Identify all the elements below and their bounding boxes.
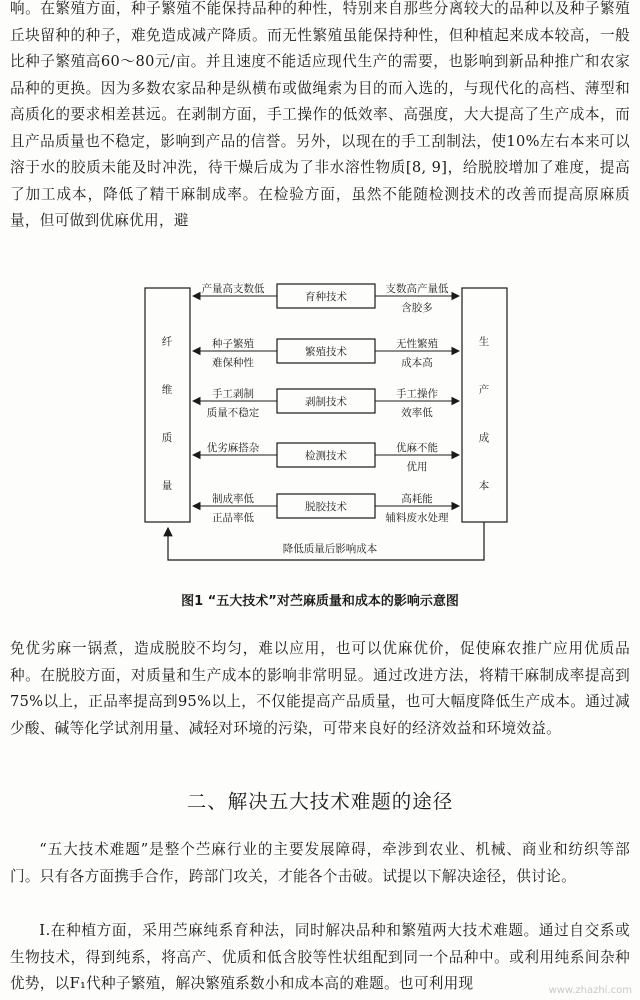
- fiber-quality-char: 纤: [161, 336, 173, 348]
- flow-diagram: [0, 260, 640, 580]
- fiber-quality-char: 质: [161, 432, 173, 444]
- arrow-label: 种子繁殖: [212, 338, 254, 350]
- fiber-quality-char: 维: [161, 384, 173, 396]
- arrow-label: 产量高支数低: [201, 283, 265, 295]
- arrow-label: 效率低: [401, 407, 433, 419]
- figure-caption: 图1 “五大技术”对苎麻质量和成本的影响示意图: [181, 594, 459, 609]
- arrow-label: 手工操作: [396, 388, 438, 400]
- section-heading: 二、解决五大技术难题的途径: [186, 790, 454, 813]
- fiber-quality-char: 量: [161, 480, 173, 492]
- tech-label: 剥制技术: [305, 396, 347, 408]
- arrow-label: 无性繁殖: [396, 338, 438, 350]
- arrow-label: 成本高: [401, 357, 433, 369]
- arrow-label: 正品率低: [212, 512, 254, 524]
- production-cost-char: 成: [478, 432, 490, 444]
- watermark: www.zhazhi.com: [548, 985, 632, 996]
- production-cost-char: 生: [478, 336, 490, 348]
- arrow-label: 手工剥制: [212, 388, 254, 400]
- arrow-label: 优劣麻搭杂: [206, 442, 260, 454]
- tech-label: 育种技术: [305, 291, 347, 303]
- production-cost-char: 本: [478, 480, 490, 492]
- body-paragraph-4: Ⅰ.在种植方面，采用苎麻纯系育种法，同时解决品种和繁殖两大技术难题。通过自交系或生物技术，得到纯系，将高产、优质和低含胶等性状组配到同一个品种中。或利用纯系间杂种优势，以F₁代种子繁殖，解决繁殖系数小和成本高的难题。也可利用现: [10, 922, 630, 992]
- body-paragraph-2: 免优劣麻一锅煮，造成脱胶不均匀，难以应用，也可以优麻优价，促使麻农推广应用优质品种。在脱胶方面，对质量和生产成本的影响非常明显。通过改进方法，将精干麻制成率提高到75%以上，正品率提高到95%以上，不仅能提高产品质量，也可大幅度降低生产成本。通过减少酸、碱等化学试剂用量、减轻对环境的污染，可带来良好的经济效益和环境效益。: [10, 640, 630, 737]
- feedback-label: 降低质量后影响成本: [282, 543, 378, 555]
- arrow-label: 制成率低: [212, 493, 254, 505]
- body-paragraph-3: “五大技术难题”是整个苎麻行业的主要发展障碍，牵涉到农业、机械、商业和纺织等部门。只有各方面携手合作，跨部门攻关，才能各个击破。试提以下解决途径，供讨论。: [10, 841, 630, 885]
- tech-label: 繁殖技术: [305, 346, 347, 358]
- production-cost-char: 产: [478, 384, 490, 396]
- arrow-label: 支数高产量低: [385, 283, 449, 295]
- arrow-label: 含胶多: [401, 302, 433, 314]
- tech-label: 脱胶技术: [305, 501, 347, 513]
- arrow-label: 质量不稳定: [206, 407, 260, 419]
- arrow-label: 难保种性: [212, 357, 254, 369]
- tech-label: 检测技术: [305, 450, 347, 462]
- arrow-label: 优麻不能: [396, 442, 438, 454]
- arrow-label: 优用: [406, 461, 428, 473]
- body-paragraph-1: 响。在繁殖方面，种子繁殖不能保持品种的种性，特别来自那些分离较大的品种以及种子繁殖丘块留种的种子，难免造成减产降质。而无性繁殖虽能保持种性，但种植起来成本较高，一般比种子繁殖高60～80元/亩。并且速度不能适应现代生产的需要，也影响到新品种推广和农家品种的更换。因为多数农家品种是纵横布或做绳索为目的而入选的，与现代化的高档、薄型和高质化的要求相差甚远。在剥制方面，手工操作的低效率、高强度，大大提高了生产成本，而且产品质量也不稳定，影响到产品的信誉。另外，以现在的手工刮制法，使10%左右本来可以溶于水的胶质未能及时冲洗，待干燥后成为了非水溶性物质[8, 9]，给脱胶增加了难度，提高了加工成本，降低了精干麻制成率。在检验方面，虽然不能随检测技术的改善而提高原麻质量，但可做到优麻优用，避: [10, 0, 630, 229]
- arrow-label: 高耗能: [401, 493, 433, 505]
- arrow-label: 辅料废水处理: [385, 512, 449, 524]
